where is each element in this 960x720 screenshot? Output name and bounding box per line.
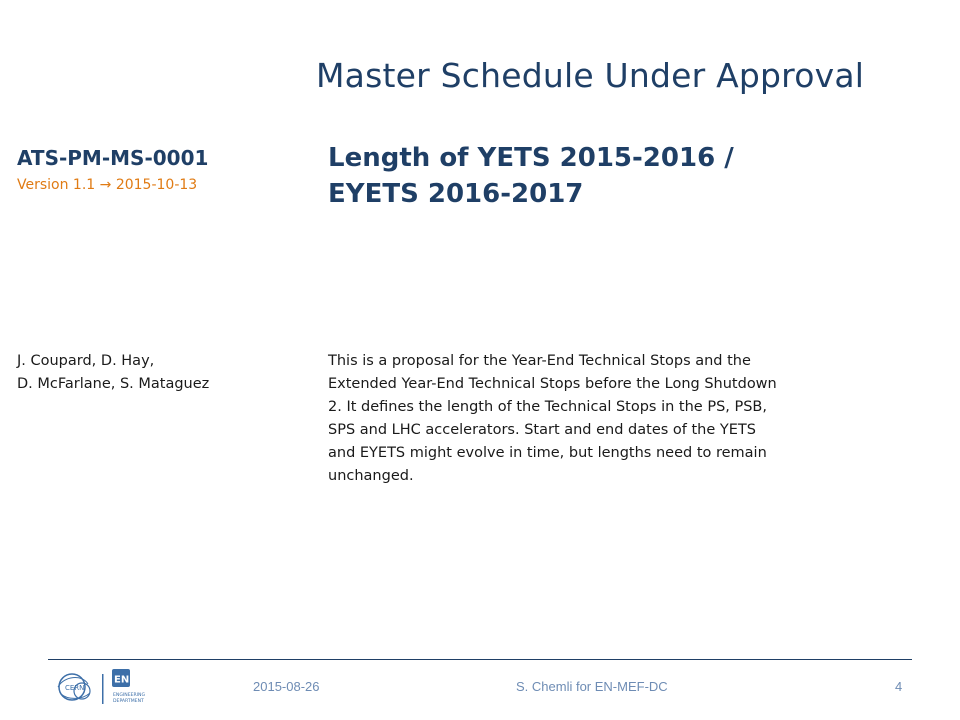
cern-en-logo — [52, 666, 177, 710]
en-dept-line-2: DEPARTMENT — [113, 699, 144, 704]
abstract-line: SPS and LHC accelerators. Start and end dates of the YETS — [328, 422, 756, 438]
slide-title: Master Schedule Under Approval — [316, 56, 865, 95]
document-title-line-2: EYETS 2016-2017 — [328, 179, 584, 209]
abstract-line: Extended Year-End Technical Stops before the Long Shutdown — [328, 376, 777, 392]
en-logo-icon — [112, 669, 145, 704]
footer-page-number: 4 — [895, 679, 903, 694]
abstract-line: and EYETS might evolve in time, but lengths need to remain — [328, 445, 767, 461]
document-title — [328, 140, 928, 212]
abstract-line: unchanged. — [328, 468, 414, 484]
en-logo-text: EN — [114, 674, 130, 686]
cern-logo-icon — [58, 674, 90, 700]
footer-date: 2015-08-26 — [253, 679, 320, 694]
footer-divider — [48, 659, 912, 660]
logo-divider-bar — [102, 674, 104, 704]
authors-line-1: J. Coupard, D. Hay, — [17, 353, 155, 369]
footer-author: S. Chemli for EN-MEF-DC — [516, 679, 668, 694]
authors-line-2: D. McFarlane, S. Mataguez — [17, 376, 210, 392]
abstract-line: This is a proposal for the Year-End Technical Stops and the — [328, 353, 751, 369]
document-version: Version 1.1 → 2015-10-13 — [17, 177, 198, 193]
abstract-line: 2. It defines the length of the Technical Stops in the PS, PSB, — [328, 399, 767, 415]
document-id: ATS-PM-MS-0001 — [17, 146, 209, 170]
document-abstract — [328, 350, 908, 488]
en-dept-line-1: ENGINEERING — [113, 693, 146, 698]
cern-logo-text: CERN — [65, 684, 85, 692]
document-authors — [17, 350, 209, 396]
document-title-line-1: Length of YETS 2015-2016 / — [328, 143, 734, 173]
